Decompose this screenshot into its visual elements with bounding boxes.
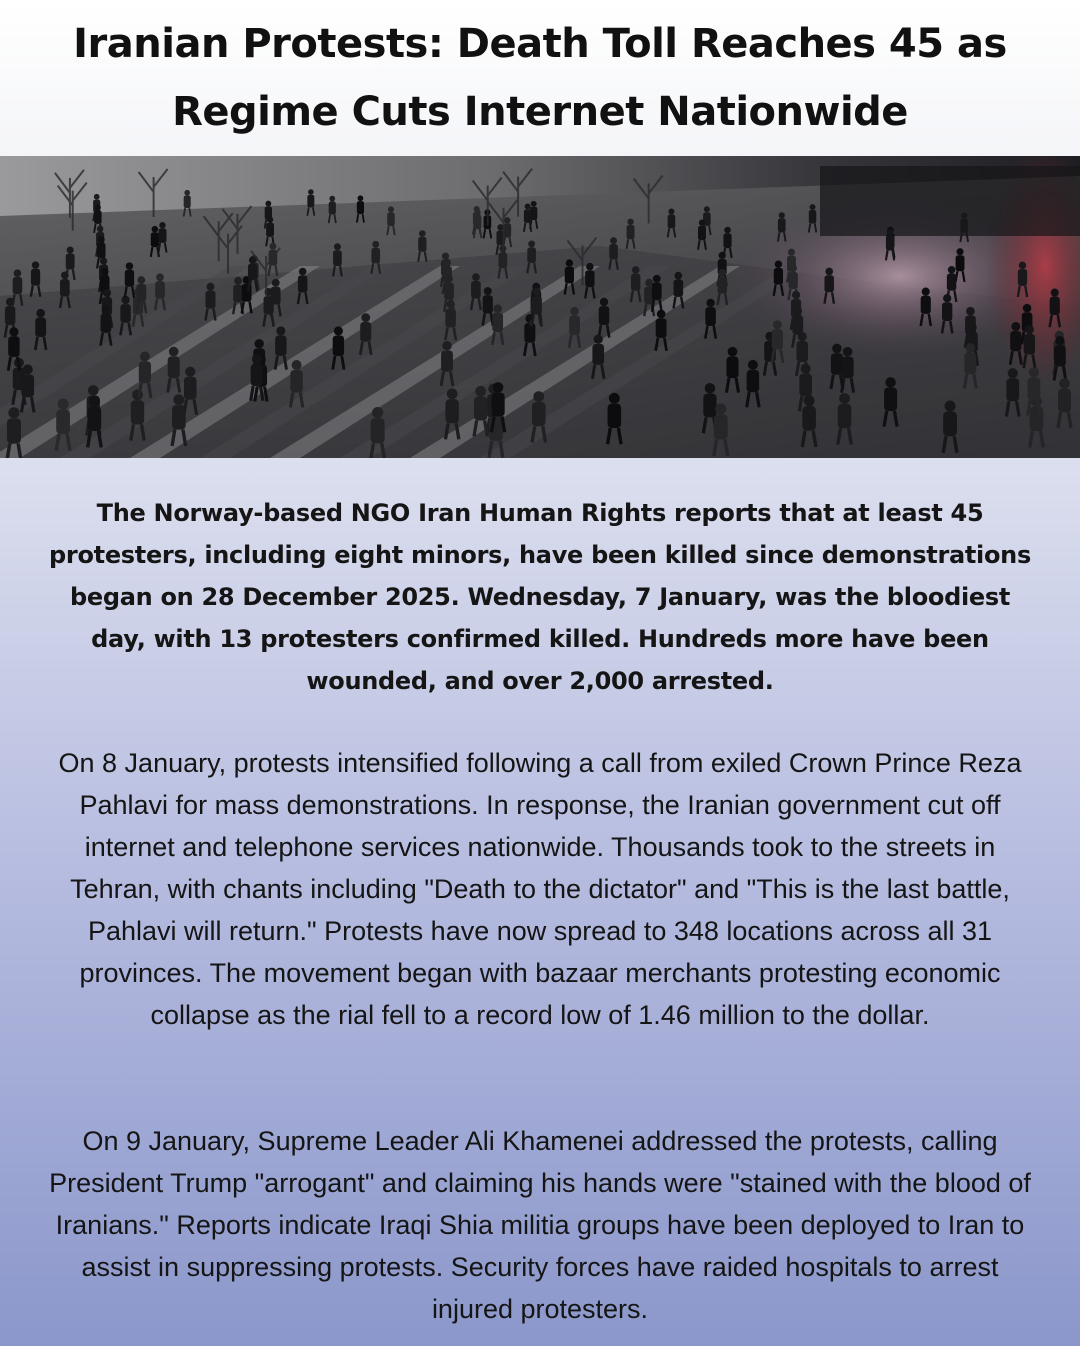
crowd-scene-image <box>0 156 1080 458</box>
article-body <box>0 458 1080 1346</box>
page-title: Iranian Protests: Death Toll Reaches 45 as Regime Cuts Internet Nationwide <box>73 21 1007 135</box>
body-paragraph-2: On 8 January, protests intensified following a call from exiled Crown Prince Reza Pahlavi for mass demonstrations. In response, the Iranian government cut off internet and telephone services nationwide. Thousands took to the streets in Tehran, with chants including "Death to the dictator" and "This is the last battle, Pahlavi will return." Protests have now spread to 348 locations across all 31 provinces. The movement began with bazaar merchants protesting economic collapse as the rial fell to a record low of 1.46 million to the dollar. <box>58 748 1022 1030</box>
protest-crowd-photo <box>0 156 1080 458</box>
lead-paragraph: The Norway-based NGO Iran Human Rights reports that at least 45 protesters, including eight minors, have been killed since demonstrations began on 28 December 2025. Wednesday, 7 January, was the bloodiest day, with 13 protesters confirmed killed. Hundreds more have been wounded, and over 2,000 arrested. <box>49 499 1031 695</box>
body-paragraph-3: On 9 January, Supreme Leader Ali Khamenei addressed the protests, calling President Trump "arrogant" and claiming his hands were "stained with the blood of Iranians." Reports indicate Iraqi Shia militia groups have been deployed to Iran to assist in suppressing protests. Security forces have raided hospitals to arrest injured protesters. <box>49 1126 1031 1324</box>
title-header <box>0 0 1080 156</box>
